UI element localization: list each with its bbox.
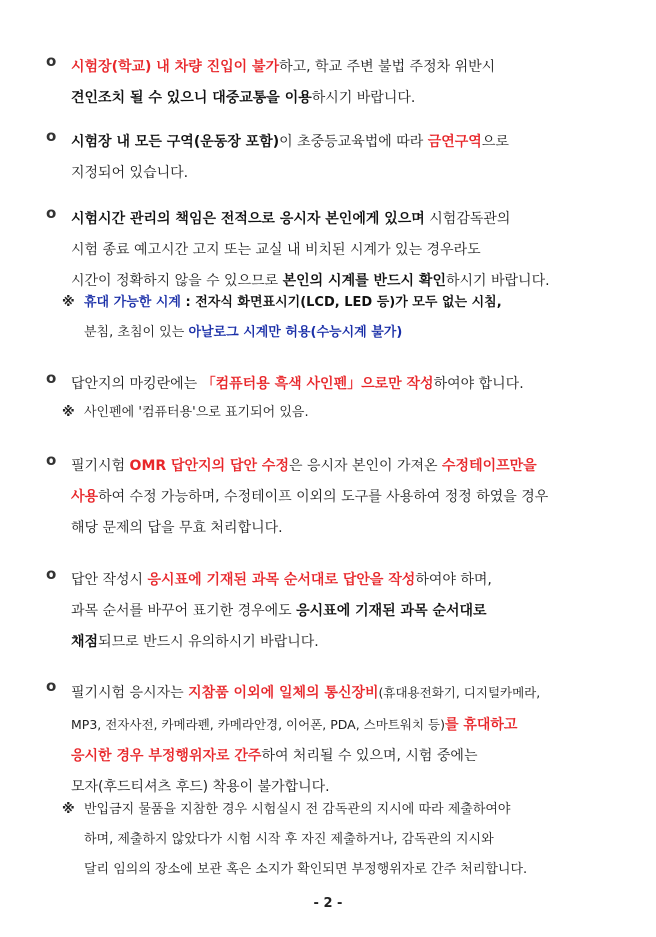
- text-segment: 되므로 반드시 유의하시기 바랍니다.: [98, 634, 319, 650]
- emphasis-bold: 시험장 내 모든 구역: [71, 134, 194, 150]
- bullet-marker: o: [46, 451, 57, 469]
- item-text: [71, 369, 636, 400]
- text-line: [84, 398, 642, 428]
- note-text: [84, 288, 642, 348]
- text-segment: 하여 수정 가능하며, 수정테이프 이외의 도구를 사용하여 정정 하였을 경우: [98, 489, 549, 505]
- text-line: [71, 127, 636, 158]
- text-line: [71, 451, 636, 482]
- text-line: [71, 369, 636, 400]
- emphasis-red: 수정테이프만을: [442, 458, 537, 474]
- text-line: [84, 855, 642, 885]
- text-segment: 모자(후드티셔츠 후드) 착용이 불가합니다.: [71, 779, 330, 795]
- item-text: [71, 204, 636, 297]
- notice-item-no-smoking: [46, 127, 636, 189]
- item-text: [71, 565, 636, 658]
- emphasis-bold: 견인조치 될 수 있으니 대중교통을 이용: [71, 90, 312, 106]
- text-segment: 하고, 학교 주변 불법 주정차 위반시: [279, 59, 496, 75]
- text-segment: (휴대용전화기, 디지털카메라,: [378, 685, 541, 700]
- text-segment: 하여야 하며,: [415, 572, 492, 588]
- text-segment: 과목 순서를 바꾸어 표기한 경우에도: [71, 603, 297, 619]
- text-segment: 필기시험 응시자는: [71, 685, 189, 701]
- emphasis-bold: 응시표에 기재된 과목 순서대로: [296, 603, 487, 619]
- text-segment: 시간이 정확하지 않을 수 있으므로: [71, 273, 283, 289]
- note-mark: ※: [62, 295, 75, 310]
- text-line: [84, 288, 642, 318]
- text-line: [71, 52, 636, 83]
- text-line: [71, 158, 636, 189]
- emphasis-red: OMR 답안지의 답안 수정: [129, 458, 289, 474]
- item-text: [71, 127, 636, 189]
- notice-item-vehicle: [46, 52, 636, 114]
- text-segment: 달리 임의의 장소에 보관 혹은 소지가 확인되면 부정행위자로 간주 처리합니다.: [84, 862, 528, 877]
- note-prohibited-items: [62, 795, 642, 885]
- text-line: [71, 83, 636, 114]
- text-segment: 반입금지 물품을 지참한 경우 시험실시 전 감독관의 지시에 따라 제출하여야: [84, 802, 511, 817]
- notice-item-communication-devices: [46, 677, 636, 803]
- item-text: [71, 677, 636, 803]
- notice-item-omr-correction: [46, 451, 636, 544]
- bullet-marker: o: [46, 204, 57, 222]
- item-text: [71, 451, 636, 544]
- emphasis-blue: 휴대 가능한 시계: [84, 295, 181, 310]
- emphasis-bold: 시험시간 관리의 책임은 전적으로 응시자 본인에게 있으며: [71, 211, 425, 227]
- text-segment: MP3, 전자사전, 카메라펜, 카메라안경, 이어폰, PDA, 스마트워치 등): [71, 717, 445, 732]
- text-segment: 하여야 합니다.: [433, 376, 524, 392]
- bullet-marker: o: [46, 677, 57, 695]
- emphasis-red: 금연구역: [427, 134, 482, 150]
- text-line: [71, 677, 636, 709]
- note-text: [84, 398, 642, 428]
- emphasis-red: 응시한 경우 부정행위자로 간주: [71, 748, 262, 764]
- note-pen: [62, 398, 642, 428]
- text-line: [71, 627, 636, 658]
- emphasis-red: 응시표에 기재된 과목 순서대로 답안을 작성: [147, 572, 416, 588]
- text-segment: 하여 처리될 수 있으며, 시험 중에는: [261, 748, 478, 764]
- text-line: [71, 565, 636, 596]
- text-segment: 하시기 바랍니다.: [445, 273, 550, 289]
- note-text: [84, 795, 642, 885]
- bullet-marker: o: [46, 52, 57, 70]
- emphasis-red: 「컴퓨터용 흑색 사인펜」으로만 작성: [201, 376, 434, 392]
- emphasis-bold: 채점: [71, 634, 99, 650]
- note-mark: ※: [62, 405, 75, 420]
- notice-item-answer-order: [46, 565, 636, 658]
- emphasis-blue: 아날로그 시계만 허용(수능시계 불가): [188, 325, 403, 340]
- text-line: [71, 204, 636, 235]
- text-line: [71, 482, 636, 513]
- notice-item-time-management: [46, 204, 636, 297]
- text-segment: 으로: [481, 134, 509, 150]
- text-segment: 하시기 바랍니다.: [311, 90, 416, 106]
- emphasis-bold: : 전자식 화면표시기(LCD, LED 등)가 모두 없는 시침,: [180, 295, 502, 310]
- text-segment: 필기시험: [71, 458, 130, 474]
- bullet-marker: o: [46, 565, 57, 583]
- text-line: [71, 513, 636, 544]
- text-line: [84, 318, 642, 348]
- text-line: [84, 825, 642, 855]
- bullet-marker: o: [46, 127, 57, 145]
- emphasis-red: 사용: [71, 489, 99, 505]
- text-line: [71, 741, 636, 772]
- page-number: - 2 -: [313, 896, 343, 911]
- note-watch: [62, 288, 642, 348]
- text-segment: 이 초중등교육법에 따라: [279, 134, 428, 150]
- text-segment: 사인펜에 '컴퓨터용'으로 표기되어 있음.: [84, 405, 309, 420]
- emphasis-bold: (운동장 포함): [193, 134, 280, 150]
- bullet-marker: o: [46, 369, 57, 387]
- text-segment: 분침, 초침이 있는: [84, 325, 189, 340]
- item-text: [71, 52, 636, 114]
- note-mark: ※: [62, 802, 75, 817]
- text-line: [71, 596, 636, 627]
- emphasis-red: 지참품 이외에 일체의 통신장비: [188, 685, 379, 701]
- text-segment: 지정되어 있습니다.: [71, 165, 189, 181]
- text-line: [71, 709, 636, 741]
- text-line: [71, 235, 636, 266]
- notice-item-marking-pen: [46, 369, 636, 400]
- text-segment: 은 응시자 본인이 가져온: [288, 458, 443, 474]
- text-segment: 시험감독관의: [424, 211, 511, 227]
- text-segment: 시험 종료 예고시간 고지 또는 교실 내 비치된 시계가 있는 경우라도: [71, 242, 481, 258]
- emphasis-bold: 본인의 시계를 반드시 확인: [282, 273, 446, 289]
- text-segment: 해당 문제의 답을 무효 처리합니다.: [71, 520, 283, 536]
- text-segment: 답안 작성시: [71, 572, 148, 588]
- text-segment: 하며, 제출하지 않았다가 시험 시작 후 자진 제출하거나, 감독관의 지시와: [84, 832, 494, 847]
- emphasis-red: 를 휴대하고: [444, 717, 518, 733]
- emphasis-red: 시험장(학교) 내 차량 진입이 불가: [71, 59, 280, 75]
- text-line: [84, 795, 642, 825]
- text-segment: 답안지의 마킹란에는: [71, 376, 202, 392]
